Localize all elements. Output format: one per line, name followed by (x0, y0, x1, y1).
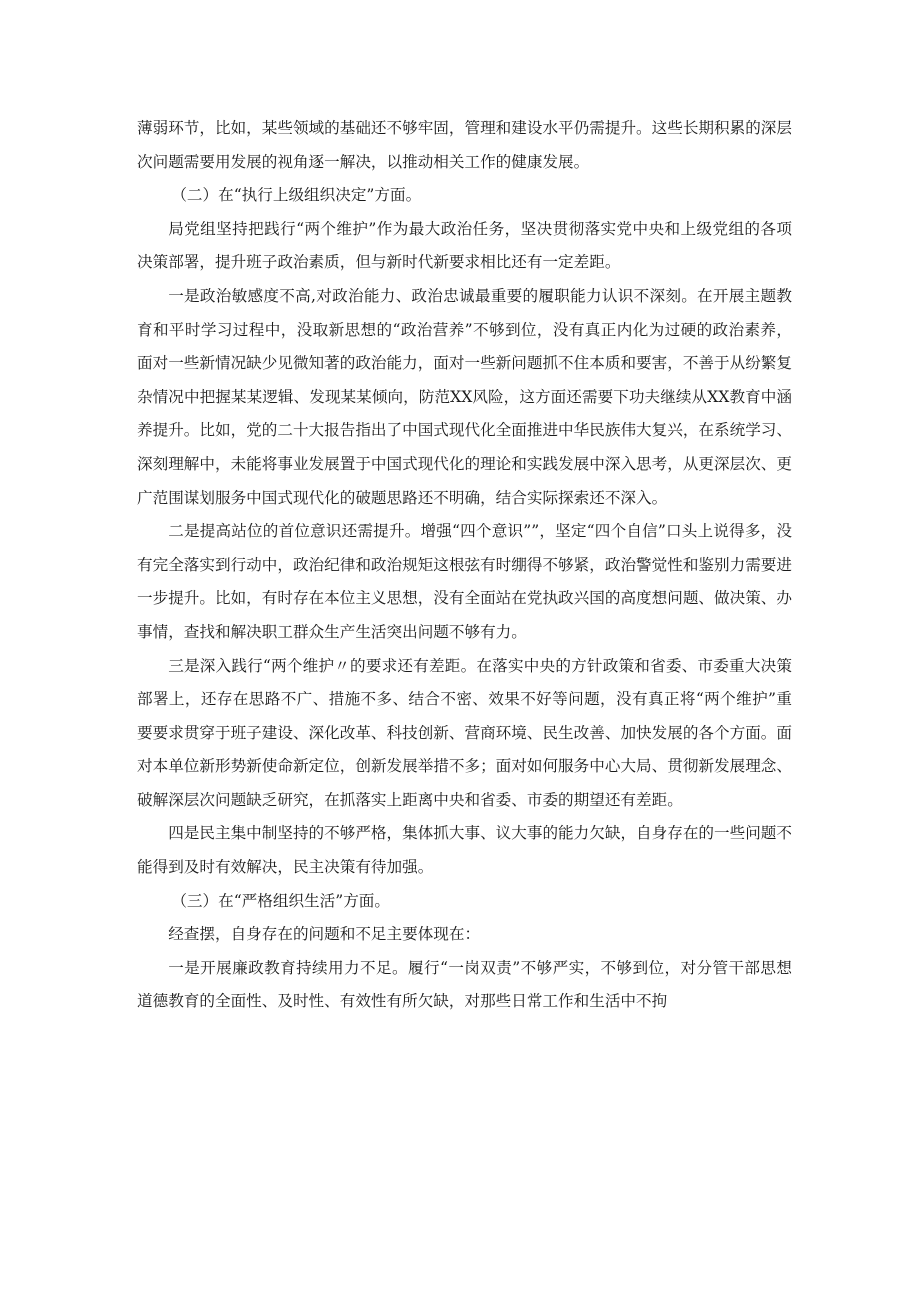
paragraph-continuation: 薄弱环节，比如，某些领域的基础还不够牢固，管理和建设水平仍需提升。这些长期积累的深层次问题需要用发展的视角逐一解决，以推动相关工作的健康发展。 (137, 119, 792, 171)
paragraph-point-3: 三是深入践行“两个维护〃的要求还有差距。在落实中央的方针政策和省委、市委重大决策部署上，还存在思路不广、措施不多、结合不密、效果不好等问题，没有真正将“两个维护”重要要求贯穿于班子建设、深化改革、科技创新、营商环境、民生改善、加快发展的各个方面。面对本单位新形势新使命新定位，创新发展举措不多；面对如何服务中心大局、贯彻新发展理念、破解深层次问题缺乏研究，在抓落实上距离中央和省委、市委的期望还有差距。 (137, 656, 792, 809)
paragraph-point-2: 二是提高站位的首位意识还需提升。增强“四个意识””，坚定“四个自信”口头上说得多，没有完全落实到行动中，政治纪律和政治规矩这根弦有时绷得不够紧，政治警觉性和鉴别力需要进一步提升。比如，有时存在本位主义思想，没有全面站在党执政兴国的高度想问题、做决策、办事情，查找和解决职工群众生产生活突出问题不够有力。 (137, 522, 792, 641)
paragraph-summary: 经查摆，自身存在的问题和不足主要体现在： (168, 925, 481, 944)
paragraph-point-5: 一是开展廉政教育持续用力不足。履行“一岗双责”不够严实，不够到位，对分管干部思想道德教育的全面性、及时性、有效性有所欠缺，对那些日常工作和生活中不拘 (137, 958, 792, 1011)
section-heading-3: （三）在“严格组织生活”方面。 (171, 891, 390, 910)
section-heading-2: （二）在“执行上级组织决定”方面。 (171, 186, 422, 205)
paragraph-intro: 局党组坚持把践行“两个维护”作为最大政治任务，坚决贯彻落实党中央和上级党组的各项决策部署，提升班子政治素质，但与新时代新要求相比还有一定差距。 (137, 219, 792, 272)
paragraph-point-1: 一是政治敏感度不高,对政治能力、政治忠诚最重要的履职能力认识不深刻。在开展主题教育和平时学习过程中，没取新思想的“政治营养”不够到位，没有真正内化为过硬的政治素养，面对一些新情况缺少见微知著的政治能力，面对一些新问题抓不住本质和要害，不善于从纷繁复杂情况中把握某某逻辑、发现某某倾向，防范XX风险，这方面还需要下功夫继续从XX教育中涵养提升。比如，党的二十大报告指出了中国式现代化全面推进中华民族伟大复兴，在系统学习、深刻理解中，未能将事业发展置于中国式现代化的理论和实践发展中深入思考，从更深层次、更广范围谋划服务中国式现代化的破题思路还不明确，结合实际探索还不深入。 (137, 286, 792, 507)
document-body (137, 112, 792, 1019)
paragraph-point-4: 四是民主集中制坚持的不够严格，集体抓大事、议大事的能力欠缺，自身存在的一些问题不能得到及时有效解决，民主决策有待加强。 (137, 824, 792, 877)
